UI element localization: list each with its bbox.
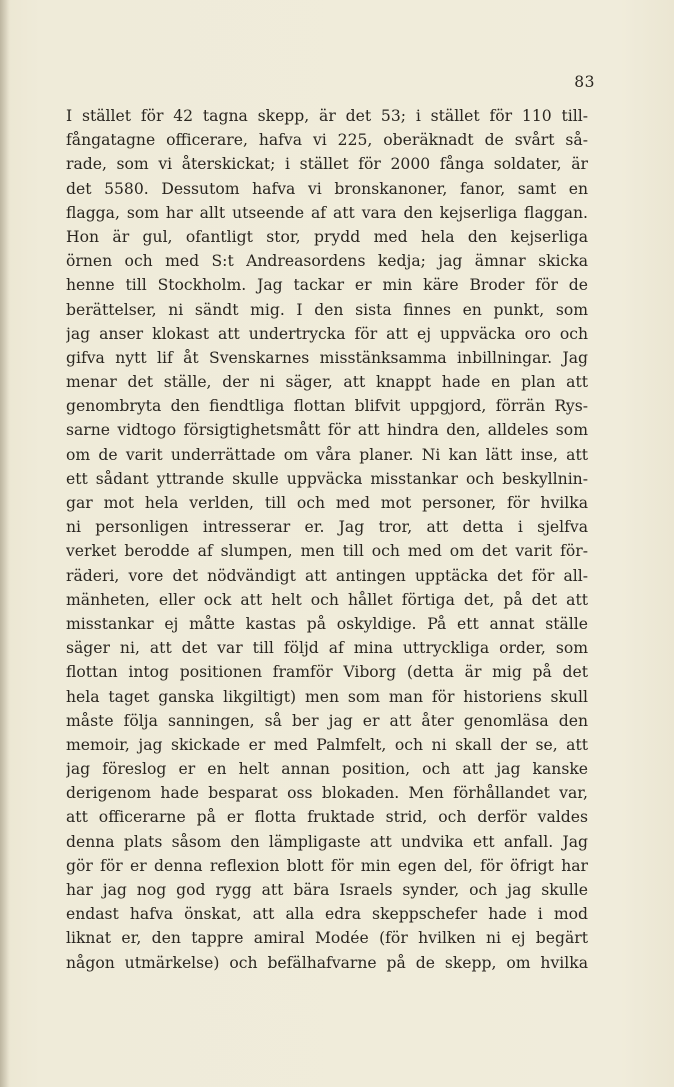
text-line: mänheten, eller ock att helt och hållet förtiga det, på det att xyxy=(66,590,588,609)
text-line: liknat er, den tappre amiral Modée (för hvilken ni ej begärt xyxy=(66,929,588,948)
text-line: ett sådant yttrande skulle uppväcka misstankar och beskyllnin- xyxy=(66,469,588,488)
text-line: det 5580. Dessutom hafva vi bronskanoner, fanor, samt en xyxy=(66,179,588,198)
text-line: gar mot hela verlden, till och med mot personer, för hvilka xyxy=(66,494,588,512)
text-line: säger ni, att det var till följd af mina uttryckliga order, som xyxy=(66,639,588,658)
text-line: om de varit underrättade om våra planer. Ni kan lätt inse, att xyxy=(66,445,588,464)
text-line: flottan intog positionen framför Viborg (detta är mig på det xyxy=(66,663,588,682)
text-line: genombryta den fiendtliga flottan blifvit uppgjord, förrän Rys- xyxy=(66,397,588,416)
text-line: hela taget ganska likgiltigt) men som man för historiens skull xyxy=(66,687,588,706)
text-line: misstankar ej måtte kastas på oskyldige. På ett annat ställe xyxy=(66,614,588,633)
text-line: räderi, vore det nödvändigt att antingen upptäcka det för all- xyxy=(66,566,588,585)
text-line: gör för er denna reflexion blott för min egen del, för öfrigt har xyxy=(66,856,588,875)
text-line: memoir, jag skickade er med Palmfelt, och ni skall der se, att xyxy=(66,735,588,754)
text-line: har jag nog god rygg att bära Israels synder, och jag skulle xyxy=(66,881,588,899)
text-line: ni personligen intresserar er. Jag tror, att detta i sjelfva xyxy=(66,518,588,537)
text-line: endast hafva önskat, att alla edra skeppschefer hade i mod xyxy=(66,905,588,924)
text-line: flagga, som har allt utseende af att vara den kejserliga flaggan. xyxy=(66,203,588,222)
text-line: menar det ställe, der ni säger, att knappt hade en plan att xyxy=(66,373,588,392)
text-line: jag föreslog er en helt annan position, och att jag kanske xyxy=(66,760,588,779)
text-line: denna plats såsom den lämpligaste att undvika ett anfall. Jag xyxy=(66,832,588,851)
text-line: henne till Stockholm. Jag tackar er min käre Broder för de xyxy=(66,276,588,295)
text-line: jag anser klokast att undertrycka för att ej uppväcka oro och xyxy=(66,324,588,343)
page-gutter-shadow xyxy=(0,0,10,1087)
text-line: rade, som vi återskickat; i stället för 2000 fånga soldater, är xyxy=(66,155,588,174)
text-line: fångatagne officerare, hafva vi 225, oberäknadt de svårt så- xyxy=(66,131,588,150)
text-line: verket berodde af slumpen, men till och med om det varit för- xyxy=(66,542,588,561)
text-line: att officerarne på er flotta fruktade strid, och derför valdes xyxy=(66,808,588,827)
text-line: derigenom hade besparat oss blokaden. Men förhållandet var, xyxy=(66,784,588,803)
text-line: någon utmärkelse) och befälhafvarne på de skepp, om hvilka xyxy=(66,953,588,972)
text-line: örnen och med S:t Andreasordens kedja; jag ämnar skicka xyxy=(66,252,588,271)
body-text xyxy=(66,104,588,975)
text-line: sarne vidtogo försigtighetsmått för att hindra den, alldeles som xyxy=(66,421,588,440)
text-line: Hon är gul, ofantligt stor, prydd med hela den kejserliga xyxy=(66,227,588,246)
text-line: berättelser, ni sändt mig. I den sista finnes en punkt, som xyxy=(66,300,588,319)
page-number: 83 xyxy=(574,73,595,91)
text-line: gifva nytt lif åt Svenskarnes misstänksamma inbillningar. Jag xyxy=(66,348,588,367)
text-line: måste följa sanningen, så ber jag er att åter genomläsa den xyxy=(66,711,588,730)
text-line: I stället för 42 tagna skepp, är det 53; i stället för 110 till- xyxy=(66,107,588,125)
